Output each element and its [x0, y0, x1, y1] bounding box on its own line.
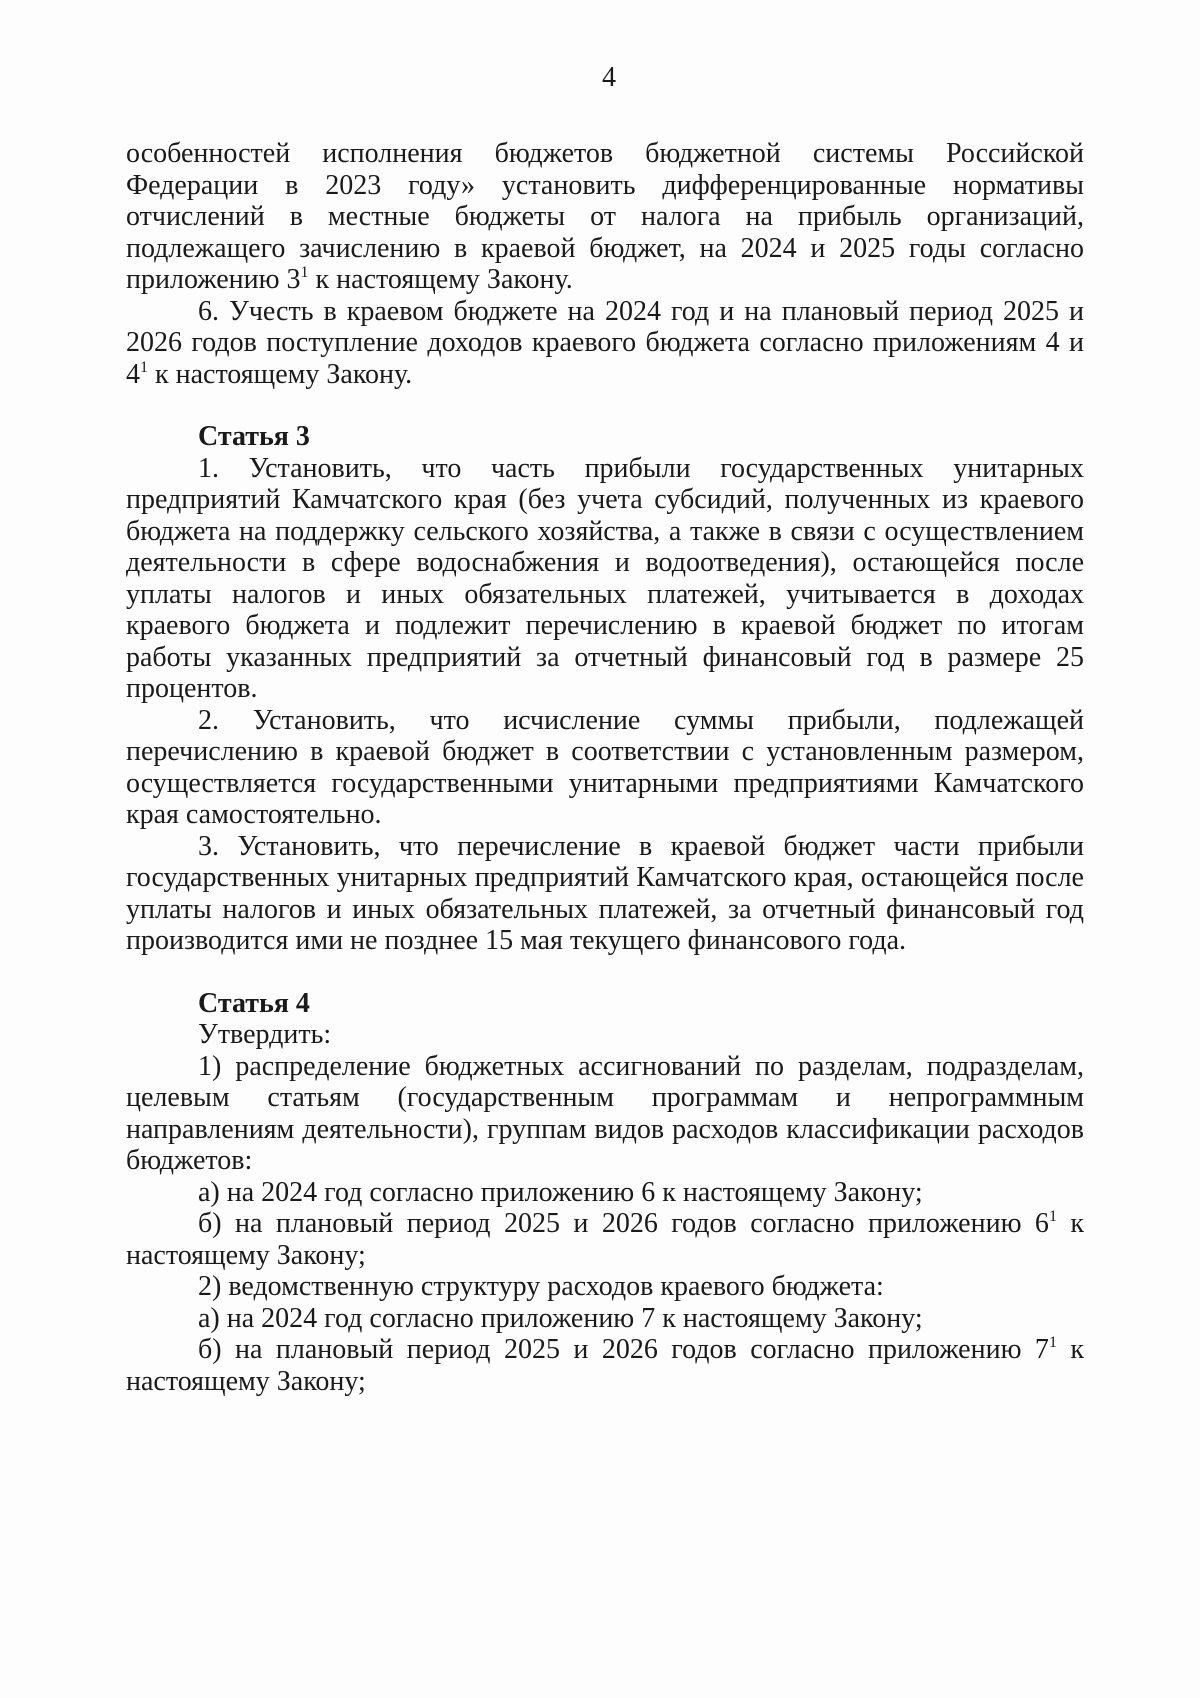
article-4-heading: Статья 4 — [198, 987, 310, 1019]
page-number: 4 — [602, 62, 616, 93]
paragraph-text: к настоящему Закону; — [126, 1208, 1084, 1271]
paragraph-item-6 — [126, 296, 1084, 391]
article-3-item-3: 3. Установить, что перечисление в краевой бюджет части прибыли государственных унитарных предприятий Камчатского края, остающейся после уплаты налогов и иных обязательных платежей, за отчетный финансовый год производится ими не позднее 15 мая текущего финансового года. — [126, 830, 1084, 956]
paragraph-text: к настоящему Закону. — [148, 358, 413, 390]
paragraph-text: 6. Учесть в краевом бюджете на 2024 год и на плановый период 2025 и 2026 годов поступление доходов краевого бюджета согласно приложениям 4 и 4 — [126, 295, 1084, 390]
article-4-item-1: 1) распределение бюджетных ассигнований по разделам, подразделам, целевым статьям (государственным программам и непрограммным направлениям деятельности), группам видов расходов классификации расходов бюджетов: — [126, 1050, 1084, 1176]
paragraph-text: б) на плановый период 2025 и 2026 годов согласно приложению 6 — [198, 1208, 1049, 1239]
paragraph-text: особенностей исполнения бюджетов бюджетной системы Российской Федерации в 2023 году» установить дифференцированные нормативы отчислений в местные бюджеты от налога на прибыль организаций, подлежащего зачислению в краевой бюджет, на 2024 и 2025 годы согласно приложению 3 — [126, 138, 1084, 295]
article-4-item-1b — [126, 1208, 1084, 1271]
paragraph-text: к настоящему Закону. — [308, 264, 573, 295]
article-4-intro: Утвердить: — [198, 1019, 332, 1050]
article-4-item-2: 2) ведомственную структуру расходов краевого бюджета: — [198, 1271, 884, 1302]
paragraph-text: б) на плановый период 2025 и 2026 годов согласно приложению 7 — [198, 1334, 1049, 1365]
article-4-item-2b — [126, 1334, 1084, 1397]
paragraph-continuation — [126, 138, 1084, 296]
superscript: 1 — [1048, 1208, 1057, 1225]
paragraph-text: к настоящему Закону; — [126, 1334, 1084, 1397]
article-4-item-1a: а) на 2024 год согласно приложению 6 к настоящему Закону; — [198, 1176, 923, 1208]
document-body — [126, 138, 1084, 1397]
superscript: 1 — [140, 358, 148, 376]
superscript: 1 — [300, 264, 309, 281]
article-4-item-2a: а) на 2024 год согласно приложению 7 к настоящему Закону; — [198, 1302, 923, 1334]
article-3-heading: Статья 3 — [198, 421, 310, 452]
article-3-item-1: 1. Установить, что часть прибыли государственных унитарных предприятий Камчатского края (без учета субсидий, полученных из краевого бюджета на поддержку сельского хозяйства, а также в связи с осуществлением деятельности в сфере водоснабжения и водоотведения), остающейся после уплаты налогов и иных обязательных платежей, учитывается в доходах краевого бюджета и подлежит перечислению в краевой бюджет по итогам работы указанных предприятий за отчетный финансовый год в размере 25 процентов. — [126, 452, 1084, 704]
superscript: 1 — [1048, 1334, 1057, 1351]
article-3-item-2: 2. Установить, что исчисление суммы прибыли, подлежащей перечислению в краевой бюджет в соответствии с установленным размером, осуществляется государственными унитарными предприятиями Камчатского края самостоятельно. — [126, 704, 1084, 830]
